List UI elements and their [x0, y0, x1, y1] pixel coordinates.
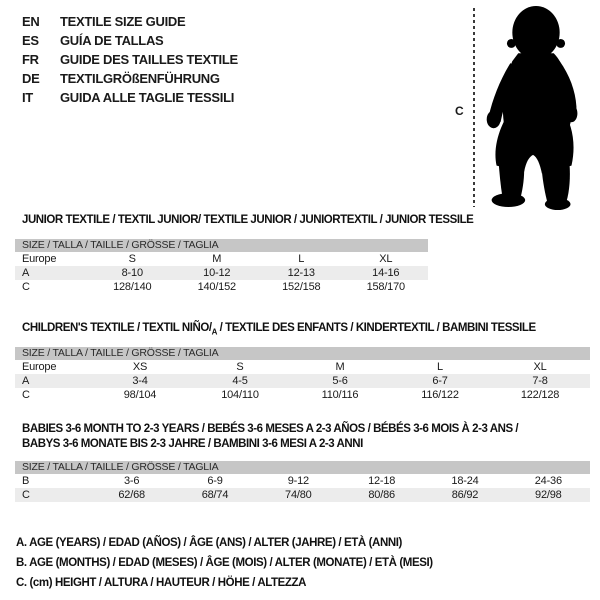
toddler-silhouette-icon — [480, 4, 592, 211]
row-label: B — [22, 475, 30, 487]
months-cell: 24-36 — [534, 475, 562, 487]
age-cell: 12-13 — [287, 267, 315, 279]
row-label: C — [22, 281, 30, 293]
height-cell: 116/122 — [421, 389, 459, 401]
height-cell: 62/68 — [118, 489, 145, 501]
row-label: Europe — [22, 253, 57, 265]
lang-code: IT — [22, 90, 33, 105]
age-cell: 3-4 — [132, 375, 148, 387]
table-row-height — [15, 388, 590, 402]
lang-code: ES — [22, 33, 39, 48]
row-label: C — [22, 489, 30, 501]
height-cell: 74/80 — [285, 489, 312, 501]
size-header-row: SIZE / TALLA / TAILLE / GRÖSSE / TAGLIA — [15, 347, 590, 360]
babies-section-title-line2: BABYS 3-6 MONATE BIS 2-3 JAHRE / BAMBINI 3-6 MESI A 2-3 ANNI — [22, 438, 363, 450]
lang-row-fr — [22, 50, 238, 69]
lang-title: GUIDE DES TAILLES TEXTILE — [60, 52, 238, 67]
lang-row-de — [22, 69, 238, 88]
height-cell: 68/74 — [201, 489, 229, 501]
legend-notes — [16, 533, 433, 593]
lang-row-es — [22, 31, 238, 50]
height-cell: 128/140 — [113, 281, 152, 293]
age-cell: 4-5 — [232, 375, 248, 387]
children-section-title — [22, 322, 536, 336]
junior-size-table — [15, 239, 428, 294]
note-age-months: B. AGE (MONTHS) / EDAD (MESES) / ÂGE (MOIS) / ALTER (MONATE) / ETÀ (MESI) — [16, 557, 433, 569]
height-cell: 140/152 — [197, 281, 236, 293]
size-cell: L — [437, 361, 443, 373]
children-title-part2: / TEXTILE DES ENFANTS / KINDERTEXTIL / BAMBINI TESSILE — [216, 322, 536, 334]
height-cell: 152/158 — [282, 281, 321, 293]
months-cell: 3-6 — [124, 475, 140, 487]
height-cell: 104/110 — [221, 389, 259, 401]
height-cell: 92/98 — [535, 489, 562, 501]
note-height-cm: C. (cm) HEIGHT / ALTURA / HAUTEUR / HÖHE / ALTEZZA — [16, 577, 307, 589]
size-cell: XS — [132, 361, 148, 373]
lang-title: GUIDA ALLE TAGLIE TESSILI — [60, 90, 235, 105]
months-cell: 9-12 — [287, 475, 309, 487]
table-row-age — [15, 266, 428, 280]
months-cell: 12-18 — [368, 475, 396, 487]
age-cell: 6-7 — [432, 375, 448, 387]
children-size-table — [15, 347, 590, 402]
size-header-row: SIZE / TALLA / TAILLE / GRÖSSE / TAGLIA — [15, 239, 428, 252]
babies-section-title-line1: BABIES 3-6 MONTH TO 2-3 YEARS / BEBÉS 3-6 MESES A 2-3 AÑOS / BÉBÉS 3-6 MOIS À 2-3 ANS / — [22, 423, 519, 435]
lang-title: GUÍA DE TALLAS — [60, 33, 164, 48]
language-title-list — [22, 12, 238, 107]
babies-size-table — [15, 461, 590, 502]
table-row-europe — [15, 360, 590, 374]
age-cell: 14-16 — [372, 267, 400, 279]
table-row-months — [15, 474, 590, 488]
table-row-height — [15, 280, 428, 294]
size-header-row: SIZE / TALLA / TAILLE / GRÖSSE / TAGLIA — [15, 461, 590, 474]
age-cell: 5-6 — [332, 375, 348, 387]
lang-code: EN — [22, 14, 40, 29]
size-cell: L — [298, 253, 305, 265]
lang-row-en — [22, 12, 238, 31]
lang-title: TEXTILE SIZE GUIDE — [60, 14, 186, 29]
height-cell: 98/104 — [123, 389, 157, 401]
junior-section-title: JUNIOR TEXTILE / TEXTIL JUNIOR/ TEXTILE JUNIOR / JUNIORTEXTIL / JUNIOR TESSILE — [22, 214, 474, 226]
row-label: A — [22, 267, 30, 279]
size-cell: S — [236, 361, 244, 373]
children-title-part1: CHILDREN'S TEXTILE / TEXTIL NIÑO/ — [22, 322, 212, 334]
height-cell: 110/116 — [321, 389, 359, 401]
age-cell: 10-12 — [203, 267, 231, 279]
age-cell: 8-10 — [121, 267, 143, 279]
size-cell: XL — [379, 253, 393, 265]
table-row-age — [15, 374, 590, 388]
height-cell: 122/128 — [520, 389, 560, 401]
lang-title: TEXTILGRÖßENFÜHRUNG — [60, 71, 220, 86]
row-label: C — [22, 389, 30, 401]
months-cell: 18-24 — [451, 475, 479, 487]
height-measure-label: C — [455, 104, 464, 118]
months-cell: 6-9 — [207, 475, 223, 487]
height-cell: 80/86 — [368, 489, 395, 501]
row-label: A — [22, 375, 30, 387]
table-row-height — [15, 488, 590, 502]
size-cell: S — [128, 253, 136, 265]
age-cell: 7-8 — [532, 375, 548, 387]
size-cell: M — [335, 361, 345, 373]
table-row-europe — [15, 252, 428, 266]
size-cell: M — [212, 253, 222, 265]
note-age-years: A. AGE (YEARS) / EDAD (AÑOS) / ÂGE (ANS) / ALTER (JAHRE) / ETÀ (ANNI) — [16, 537, 402, 549]
height-measure-dotted-line — [473, 8, 475, 207]
size-cell: XL — [533, 361, 547, 373]
height-cell: 86/92 — [451, 489, 479, 501]
lang-code: DE — [22, 71, 40, 86]
row-label: Europe — [22, 361, 57, 373]
children-title-sub: A — [211, 327, 217, 337]
height-cell: 158/170 — [366, 281, 405, 293]
lang-code: FR — [22, 52, 39, 67]
lang-row-it — [22, 88, 238, 107]
